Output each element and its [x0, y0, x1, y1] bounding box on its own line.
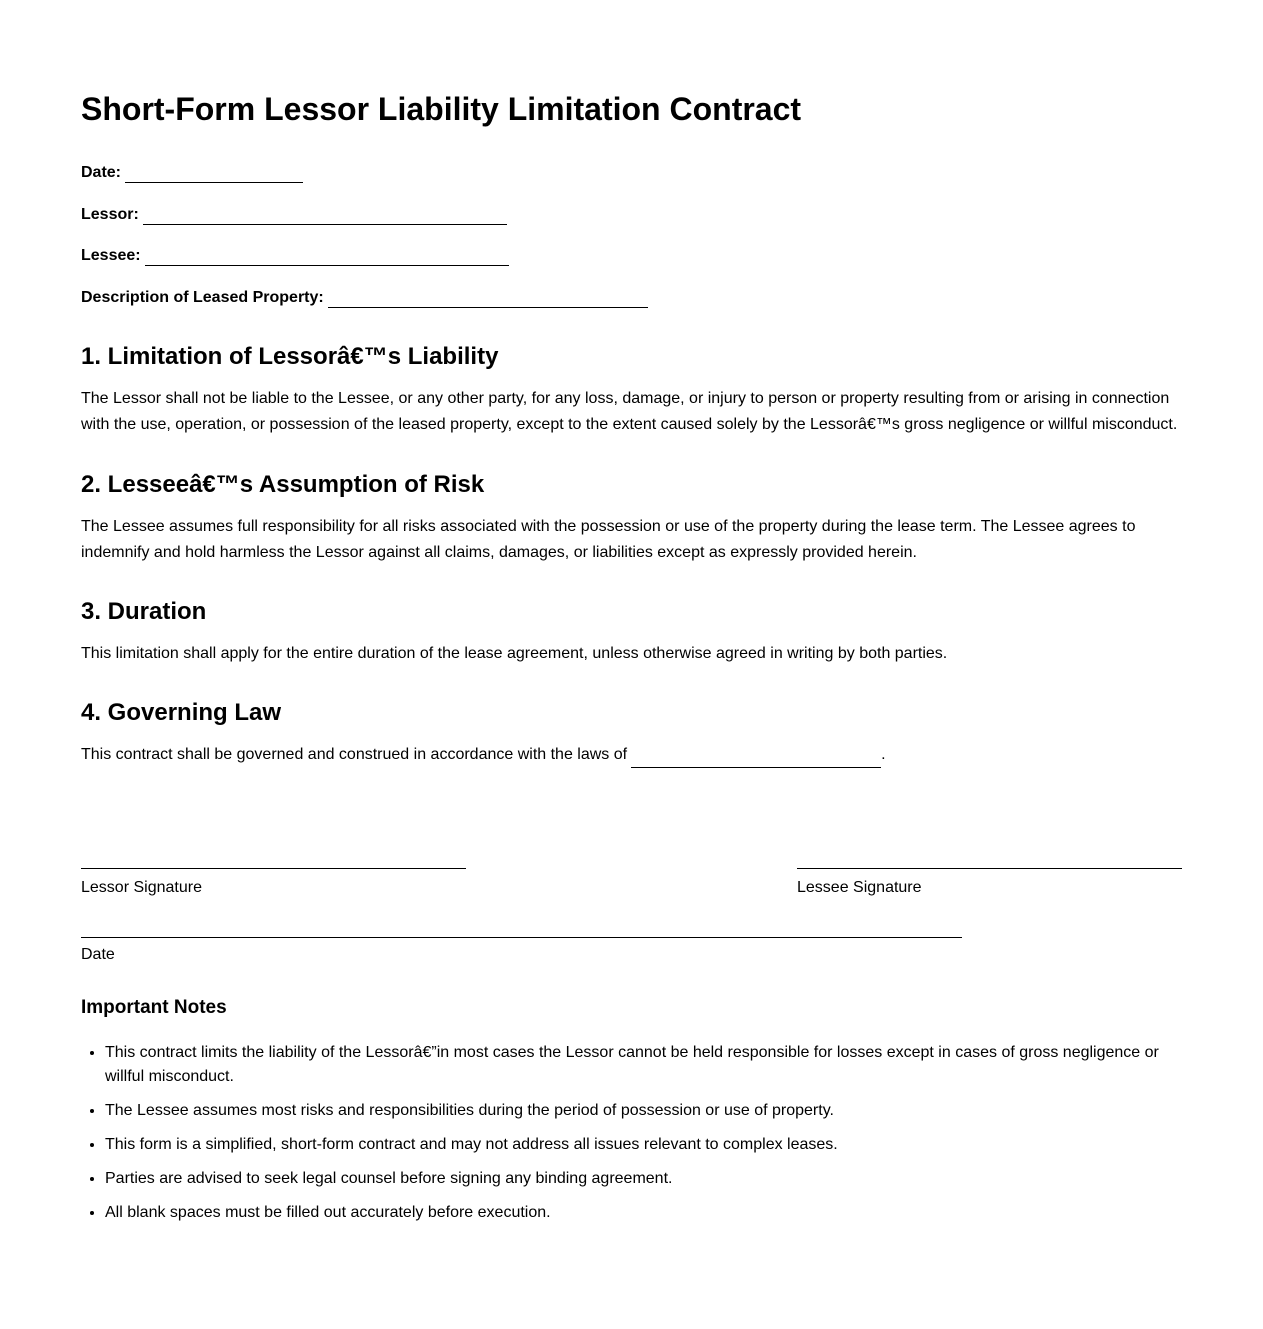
list-item: • All blank spaces must be filled out accurately before execution. [105, 1201, 1171, 1225]
property-description-field [81, 288, 648, 308]
document-title: Short-Form Lessor Liability Limitation Contract [81, 91, 802, 127]
governing-law-blank[interactable] [631, 750, 881, 768]
date-field [81, 163, 303, 183]
date-blank[interactable] [125, 165, 303, 183]
lessor-signature-line[interactable] [81, 868, 466, 869]
lessor-signature-label: Lessor Signature [81, 879, 202, 896]
section-2-body: The Lessee assumes full responsibility for all risks associated with the possession or use of the property during the lease term. The Lessee agrees to indemnify and hold harmless the Lessor against all claims, damages, or liabilities except as expressly provided herein. [81, 518, 1136, 561]
governing-law-text: This contract shall be governed and construed in accordance with the laws of [81, 746, 628, 763]
lessee-blank[interactable] [145, 248, 509, 266]
list-item: • Parties are advised to seek legal counsel before signing any binding agreement. [105, 1167, 1171, 1191]
list-item: • This contract limits the liability of the Lessorâ€”in most cases the Lessor cannot be held responsible for losses except in cases of gross negligence or willful misconduct. [105, 1041, 1171, 1089]
section-1-body: The Lessor shall not be liable to the Lessee, or any other party, for any loss, damage, or injury to person or property resulting from or arising in connection with the use, operation, or possession of the leased property, except to the extent caused solely by the Lessorâ€™s gross negligence or willful misconduct. [81, 390, 1178, 433]
lessee-field-label: Lessee: [81, 247, 141, 264]
section-1-heading: 1. Limitation of Lessorâ€™s Liability [81, 343, 499, 370]
section-3-heading: 3. Duration [81, 598, 207, 625]
section-3-body: This limitation shall apply for the entire duration of the lease agreement, unless otherwise agreed in writing by both parties. [81, 645, 948, 662]
section-4-heading: 4. Governing Law [81, 699, 282, 726]
list-item: • This form is a simplified, short-form contract and may not address all issues relevant to complex leases. [105, 1133, 1171, 1157]
lessee-field [81, 246, 509, 266]
lessor-field [81, 205, 507, 225]
property-description-blank[interactable] [328, 290, 648, 308]
lessor-field-label: Lessor: [81, 206, 139, 223]
governing-law-period: . [881, 746, 886, 763]
important-notes-list [81, 1041, 1171, 1235]
date-field-label: Date: [81, 164, 122, 181]
property-description-label: Description of Leased Property: [81, 289, 324, 306]
section-4-body [81, 742, 1186, 768]
important-notes-heading: Important Notes [81, 997, 227, 1018]
list-item: • The Lessee assumes most risks and responsibilities during the period of possession or use of property. [105, 1099, 1171, 1123]
lessee-signature-line[interactable] [797, 868, 1182, 869]
signature-date-line[interactable] [81, 937, 962, 938]
lessee-signature-label: Lessee Signature [797, 879, 922, 896]
lessor-blank[interactable] [143, 207, 507, 225]
section-2-heading: 2. Lesseeâ€™s Assumption of Risk [81, 471, 485, 498]
signature-date-label: Date [81, 946, 115, 963]
